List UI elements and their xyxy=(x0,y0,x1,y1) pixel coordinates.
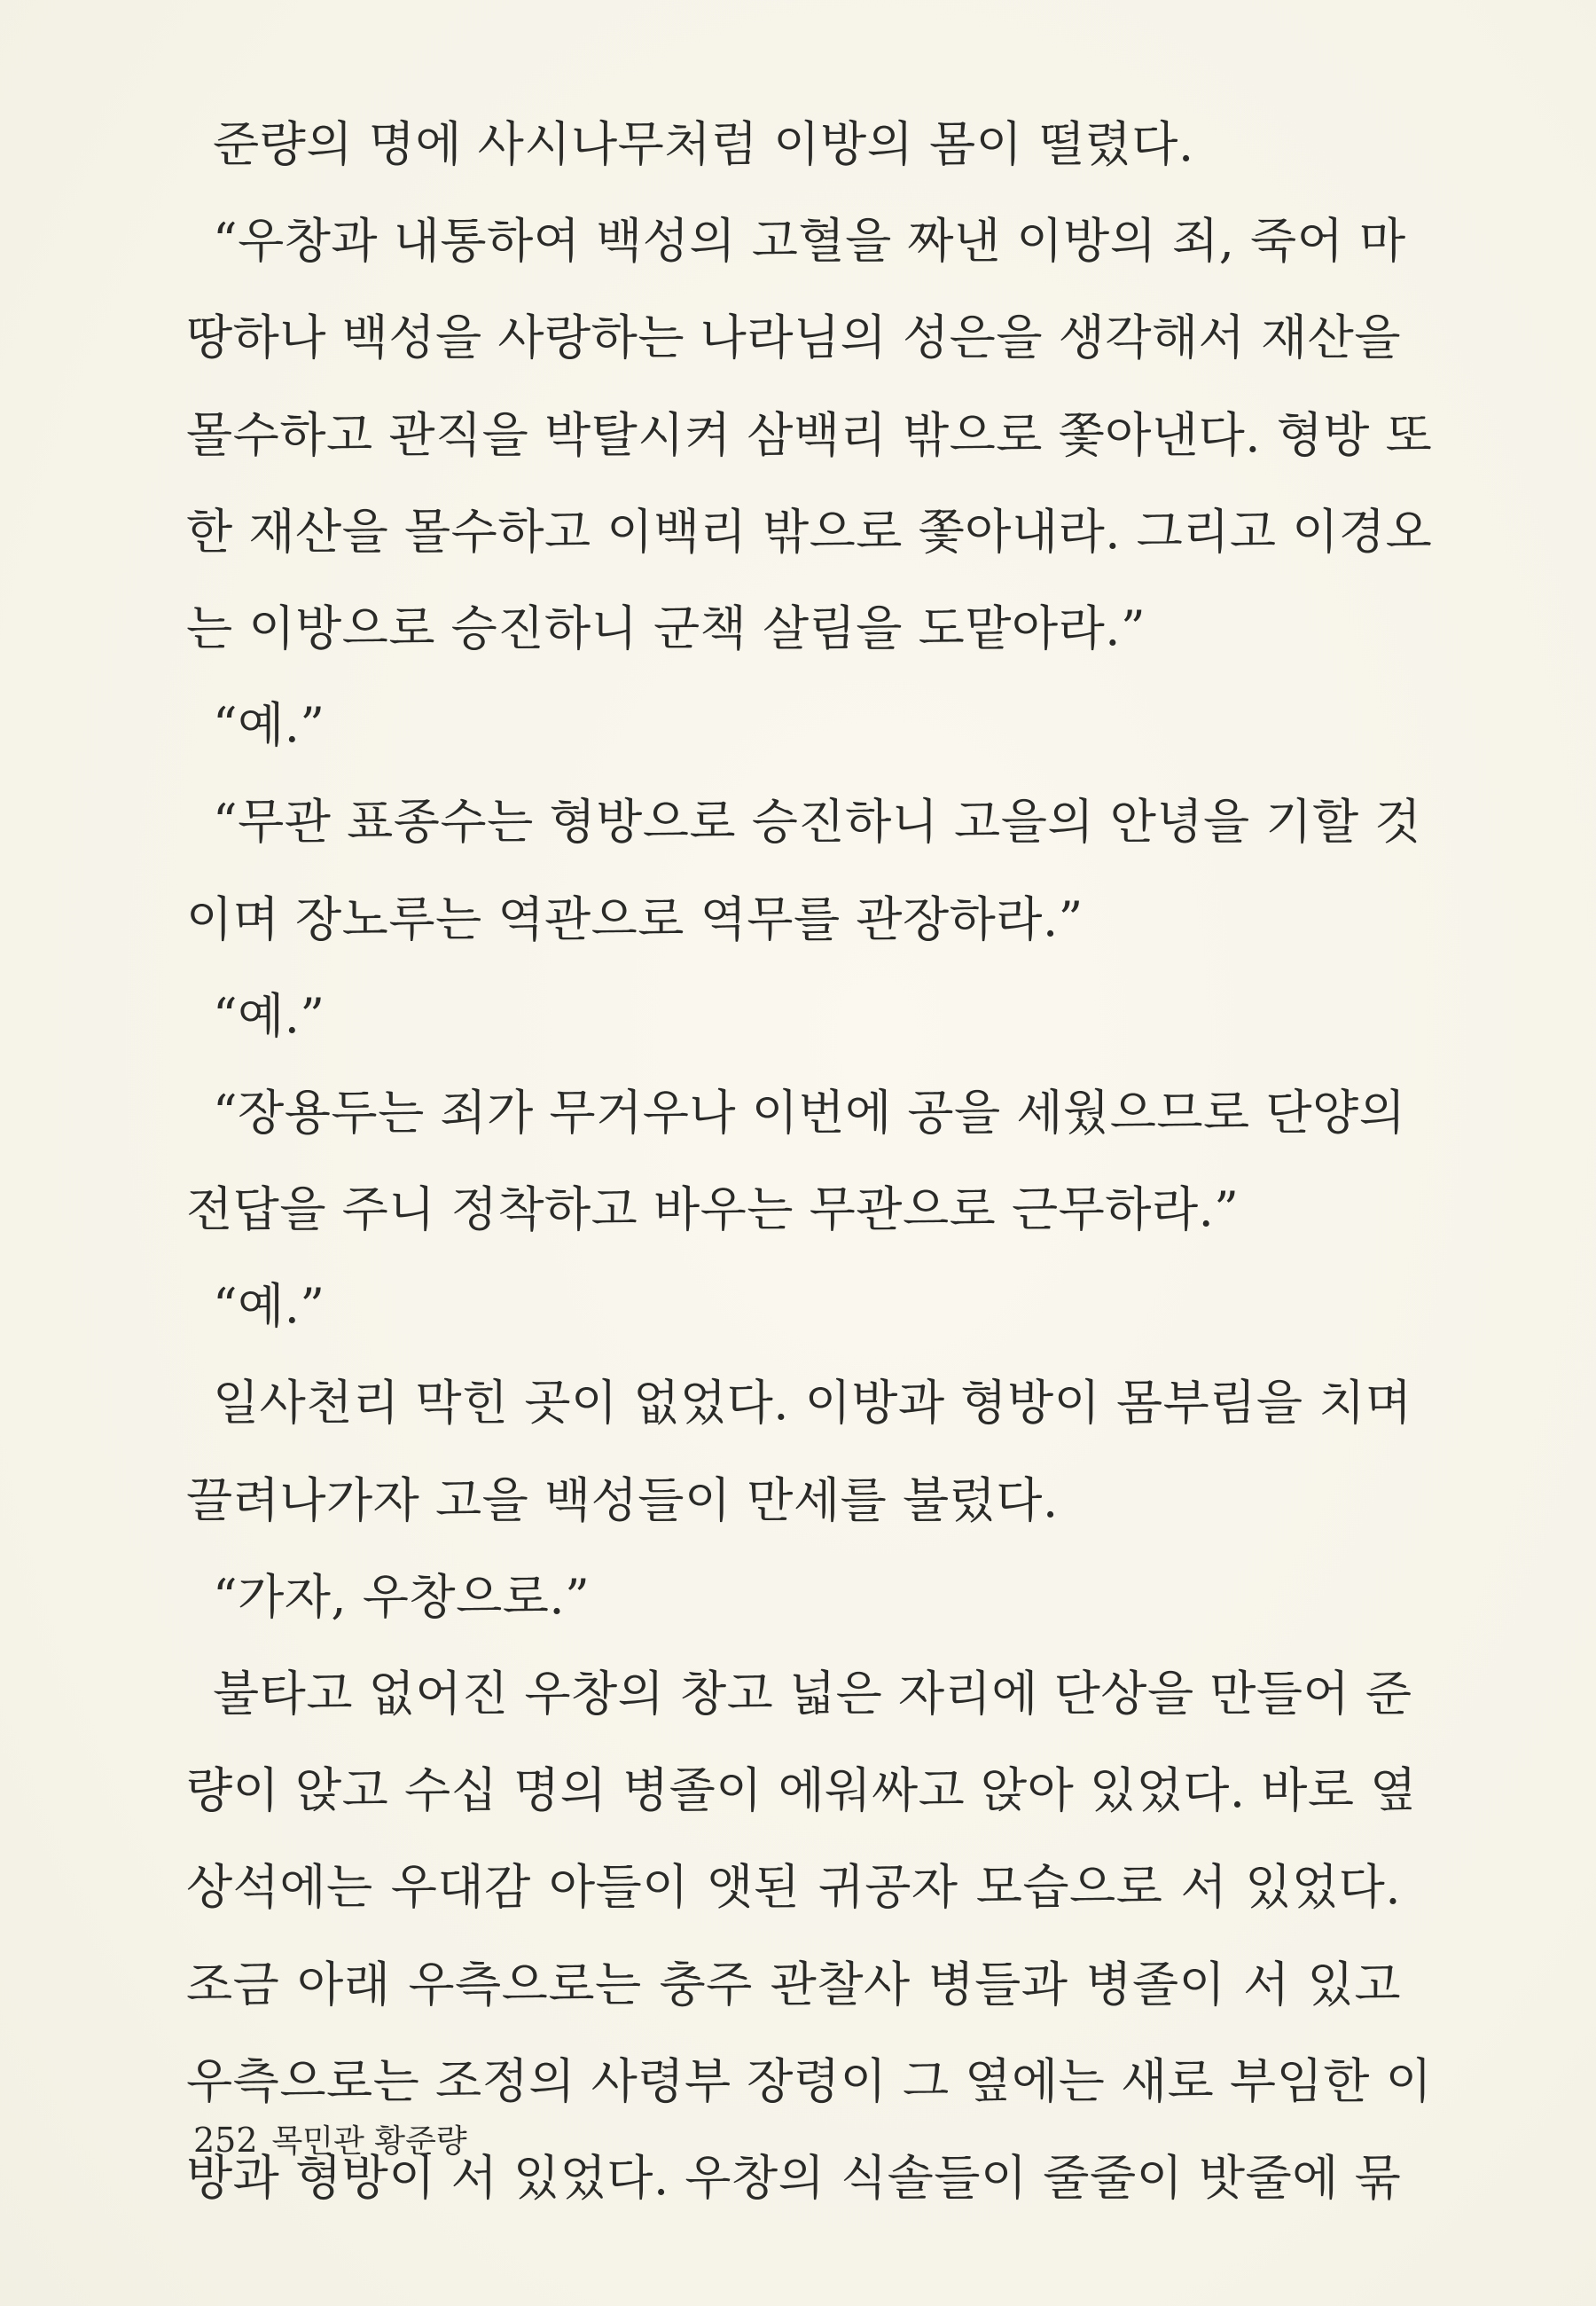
body-text xyxy=(186,96,1433,2226)
text-line: “예.” xyxy=(213,987,325,1044)
text-line: 상석에는 우대감 아들이 앳된 귀공자 모습으로 서 있었다. xyxy=(186,1859,1401,1916)
text-line: “장용두는 죄가 무거우나 이번에 공을 세웠으므로 단양의 xyxy=(213,1084,1406,1141)
text-line: 불타고 없어진 우창의 창고 넓은 자리에 단상을 만들어 준 xyxy=(213,1666,1412,1722)
text-line: 우측으로는 조정의 사령부 장령이 그 옆에는 새로 부임한 이 xyxy=(186,2052,1433,2109)
book-title: 목민관 황준량 xyxy=(271,2123,467,2160)
text-line: 는 이방으로 승진하니 군책 살림을 도맡아라.” xyxy=(186,600,1146,656)
page-footer xyxy=(193,2118,467,2164)
text-line: 량이 앉고 수십 명의 병졸이 에워싸고 앉아 있었다. 바로 옆 xyxy=(186,1762,1417,1819)
text-line: 조금 아래 우측으로는 충주 관찰사 병들과 병졸이 서 있고 xyxy=(186,1956,1401,2012)
text-line: “우창과 내통하여 백성의 고혈을 짜낸 이방의 죄, 죽어 마 xyxy=(213,213,1406,270)
text-line: 몰수하고 관직을 박탈시켜 삼백리 밖으로 쫓아낸다. 형방 또 xyxy=(186,406,1433,463)
text-line: 끌려나가자 고을 백성들이 만세를 불렀다. xyxy=(186,1471,1059,1528)
text-line: 한 재산을 몰수하고 이백리 밖으로 쫓아내라. 그리고 이경오 xyxy=(186,503,1433,560)
text-line: “예.” xyxy=(213,697,325,754)
text-line: 준량의 명에 사시나무처럼 이방의 몸이 떨렸다. xyxy=(213,116,1194,172)
text-line: “무관 표종수는 형방으로 승진하니 고을의 안녕을 기할 것 xyxy=(213,794,1422,851)
text-line: 땅하나 백성을 사랑하는 나라님의 성은을 생각해서 재산을 xyxy=(186,310,1401,366)
text-line: 방과 형방이 서 있었다. 우창의 식솔들이 줄줄이 밧줄에 묶 xyxy=(186,2149,1402,2206)
page-number: 252 xyxy=(193,2121,258,2160)
text-line: 일사천리 막힌 곳이 없었다. 이방과 형방이 몸부림을 치며 xyxy=(213,1375,1412,1431)
text-line: “가자, 우창으로.” xyxy=(213,1568,591,1625)
text-line: 전답을 주니 정착하고 바우는 무관으로 근무하라.” xyxy=(186,1181,1240,1238)
text-line: “예.” xyxy=(213,1278,325,1335)
text-line: 이며 장노루는 역관으로 역무를 관장하라.” xyxy=(186,890,1084,947)
